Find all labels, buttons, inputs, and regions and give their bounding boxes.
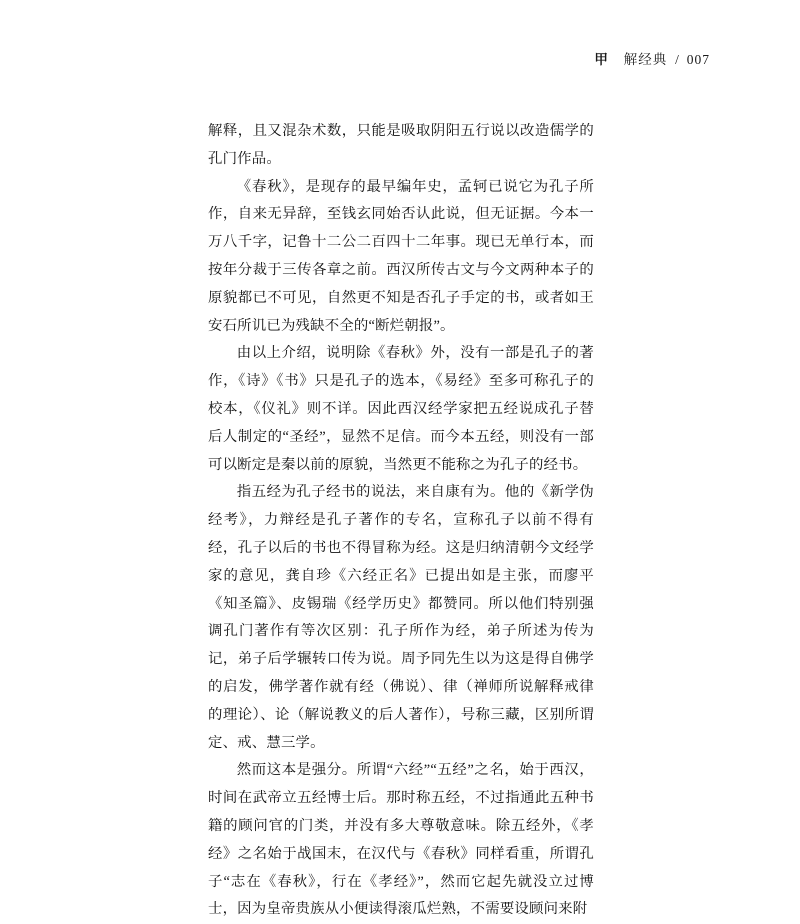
paragraph: 解释，且又混杂术数，只能是吸取阴阳五行说以改造儒学的孔门作品。 xyxy=(208,123,594,167)
running-head xyxy=(594,48,710,68)
running-head-separator: / xyxy=(675,52,679,67)
chapter-mark: 甲 xyxy=(594,52,610,67)
paragraph: 由以上介绍，说明除《春秋》外，没有一部是孔子的著作，《诗》《书》只是孔子的选本，《易经》至多可称孔子的校本，《仪礼》则不详。因此西汉经学家把五经说成孔子替后人制定的“圣经”，显然不足信。而今本五经，则没有一部可以断定是秦以前的原貌，当然更不能称之为孔子的经书。 xyxy=(208,345,594,473)
paragraph: 《春秋》，是现存的最早编年史，孟轲已说它为孔子所作，自来无异辞，至钱玄同始否认此说，但无证据。今本一万八千字，记鲁十二公二百四十二年事。现已无单行本，而按年分裁于三传各章之前。西汉所传古文与今文两种本子的原貌都已不可见，自然更不知是否孔子手定的书，或者如王安石所讥已为残缺不全的“断烂朝报”。 xyxy=(208,178,594,334)
page-number: 007 xyxy=(686,52,710,67)
paragraph: 指五经为孔子经书的说法，来自康有为。他的《新学伪经考》，力辩经是孔子著作的专名，宣称孔子以前不得有经，孔子以后的书也不得冒称为经。这是归纳清朝今文经学家的意见，龚自珍《六经正名》已提出如是主张，而廖平《知圣篇》、皮锡瑞《经学历史》都赞同。所以他们特别强调孔门著作有等次区别：孔子所作为经，弟子所述为传为记，弟子后学辗转口传为说。周予同先生以为这是得自佛学的启发，佛学著作就有经（佛说）、律（禅师所说解释戒律的理论）、论（解说教义的后人著作），号称三藏，区别所谓定、戒、慧三学。 xyxy=(208,484,594,751)
paragraph: 然而这本是强分。所谓“六经”“五经”之名，始于西汉，时间在武帝立五经博士后。那时称五经，不过指通此五种书籍的顾问官的门类，并没有多大尊敬意味。除五经外，《孝经》之名始于战国末，在汉代与《春秋》同样看重，所谓孔子“志在《春秋》，行在《孝经》”，然而它起先就没立过博士，因为皇帝贵族从小便读得滚瓜烂熟，不需要设顾问来附 xyxy=(208,762,594,918)
body-text xyxy=(208,118,594,924)
chapter-title: 解经典 xyxy=(623,52,668,67)
